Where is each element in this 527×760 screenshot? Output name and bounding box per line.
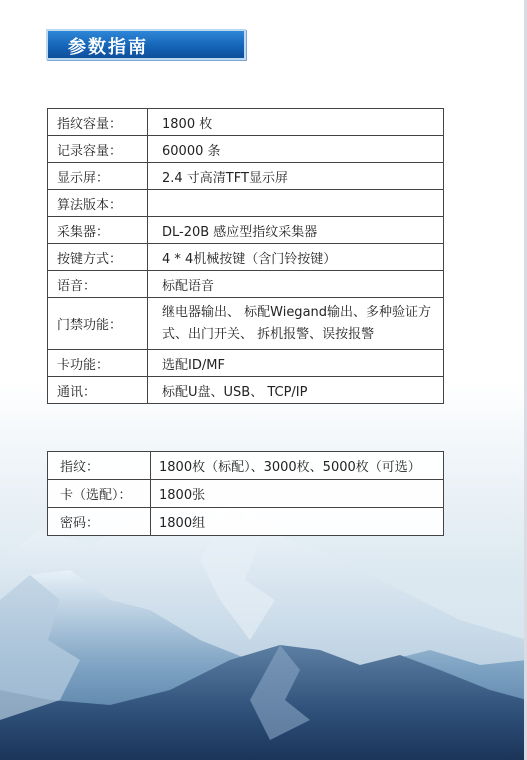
row-value: 标配语音: [148, 271, 444, 298]
row-label: 算法版本：: [48, 190, 148, 217]
capacity-table: [47, 451, 444, 536]
row-value: 继电器输出、 标配Wiegand输出、多种验证方式、出门开关、 拆机报警、误按报警: [148, 298, 444, 350]
table-row: [48, 271, 444, 298]
spec-table: [47, 108, 444, 404]
table-row: [48, 109, 444, 136]
row-value: 2.4 寸高清TFT显示屏: [148, 163, 444, 190]
row-label: 通讯：: [48, 377, 148, 404]
row-label: 语音：: [48, 271, 148, 298]
row-label: 门禁功能：: [48, 298, 148, 350]
row-label: 显示屏：: [48, 163, 148, 190]
table-row: [48, 480, 444, 508]
table-row: [48, 244, 444, 271]
row-value: 4 * 4机械按键（含门铃按键）: [148, 244, 444, 271]
row-value: 选配ID/MF: [148, 350, 444, 377]
row-label: 指纹：: [48, 452, 151, 480]
row-value: 60000 条: [148, 136, 444, 163]
row-value: 1800 枚: [148, 109, 444, 136]
row-label: 卡功能：: [48, 350, 148, 377]
row-value: 1800组: [151, 508, 444, 536]
row-value: 1800张: [151, 480, 444, 508]
table-row: [48, 190, 444, 217]
row-label: 指纹容量：: [48, 109, 148, 136]
row-label: 记录容量：: [48, 136, 148, 163]
section-title: 参数指南: [68, 37, 148, 58]
row-label: 按键方式：: [48, 244, 148, 271]
row-label: 密码：: [48, 508, 151, 536]
table-row: [48, 452, 444, 480]
table-row: [48, 136, 444, 163]
row-label: 采集器：: [48, 217, 148, 244]
table-row: [48, 217, 444, 244]
row-value: 标配U盘、USB、 TCP/IP: [148, 377, 444, 404]
row-value: 1800枚（标配）、3000枚、5000枚（可选）: [151, 452, 444, 480]
row-value: [148, 190, 444, 217]
table-row: [48, 298, 444, 350]
table-row: [48, 163, 444, 190]
row-value: DL-20B 感应型指纹采集器: [148, 217, 444, 244]
row-label: 卡（选配）：: [48, 480, 151, 508]
table-row: [48, 377, 444, 404]
section-title-banner: [46, 29, 246, 60]
table-row: [48, 508, 444, 536]
table-row: [48, 350, 444, 377]
